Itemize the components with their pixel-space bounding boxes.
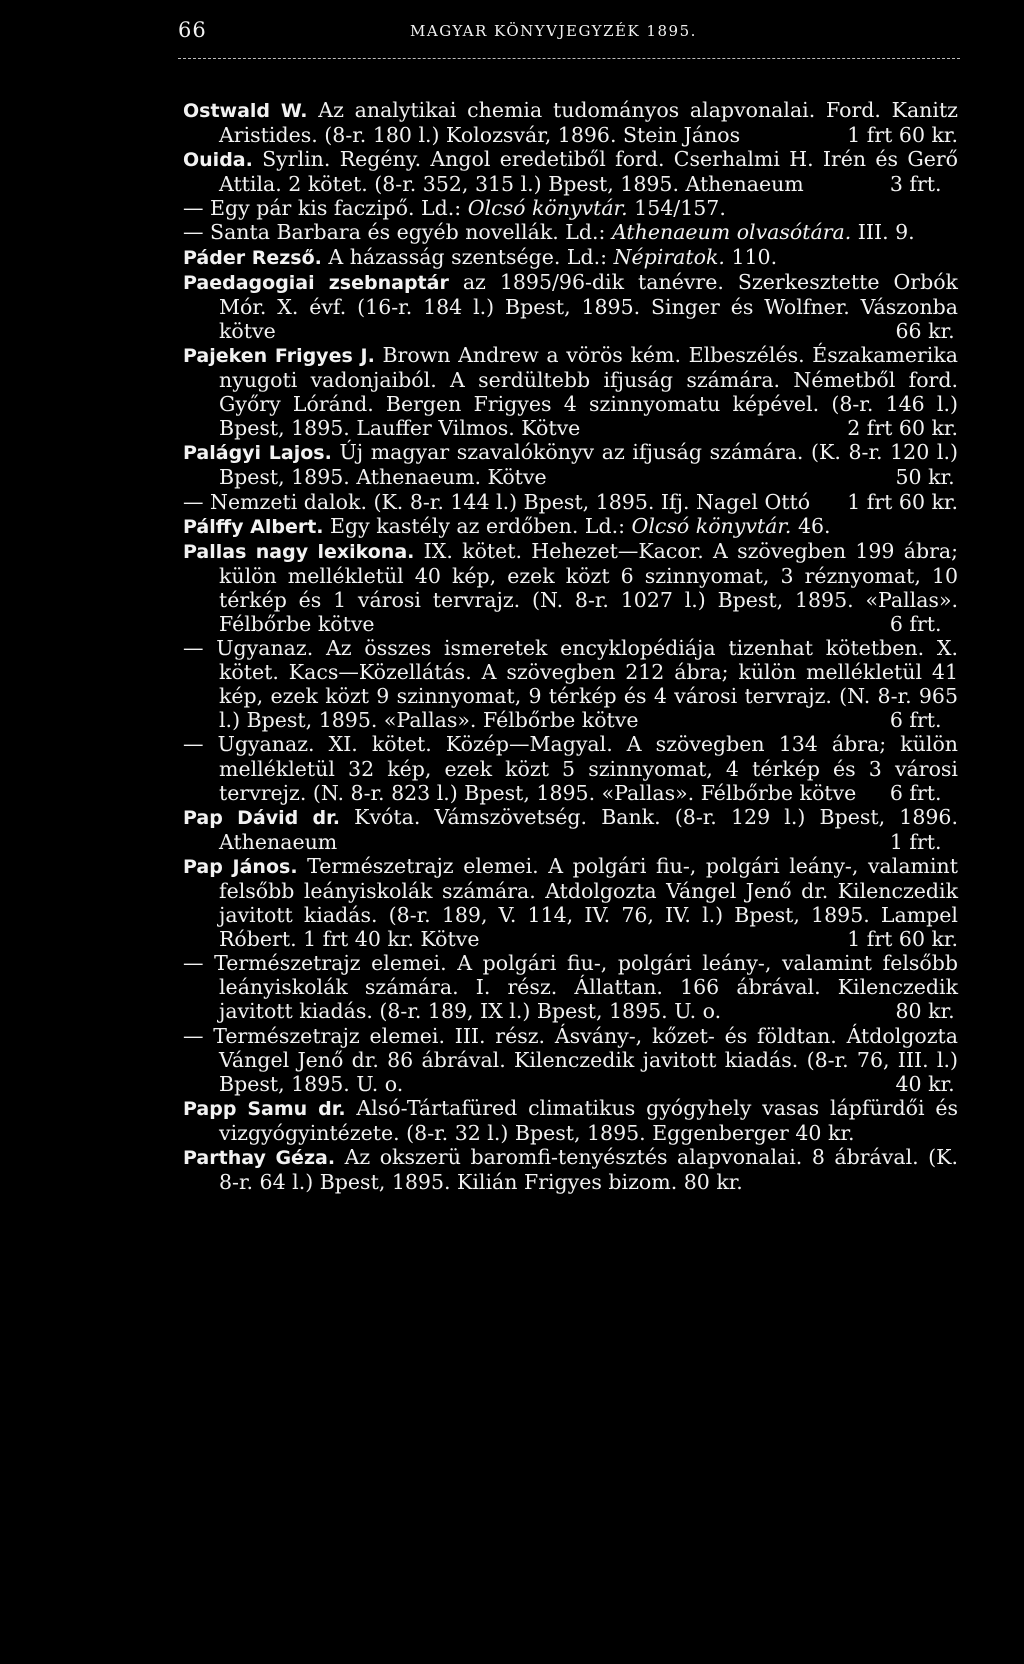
entry-text: Az okszerü baromfi-tenyésztés alapvonalai. 8 ábrával. (K. 8-r. 64 l.) Bpest, 1895. Kilián Frigyes bizom. 80 kr. [219,1145,958,1195]
entry-text: Új magyar szavalókönyv az ifjuság számára. (K. 8-r. 120 l.) Bpest, 1895. Athenaeum. Kötve [219,440,958,490]
series-title: Olcsó könyvtár. [467,196,628,221]
catalog-entry [183,514,958,539]
entry-price: 6 frt. [889,780,942,805]
entry-price: 1 frt 60 kr. [847,927,958,952]
series-title: Olcsó könyvtár. [631,513,792,538]
entry-price: 3 frt. [889,172,942,197]
entry-author: Pálffy Albert. [183,515,324,538]
series-title: Athenaeum olvasótára. [611,220,852,245]
catalog-entry [183,343,958,440]
entry-text: Természetrajz elemei. III. rész. Ásvány-, kőzet- és földtan. Átdolgozta Vángel Jenő dr. 86 ábrával. Kilenczedik javitott kiadás. (8-r. 76, III. l.) Bpest, 1895. U. o. [213,1023,958,1096]
entry-price: 2 frt 60 kr. [847,416,958,441]
entry-author: Palágyi Lajos. [183,442,332,465]
entry-text: Nemzeti dalok. (K. 8-r. 144 l.) Bpest, 1895. Ifj. Nagel Ottó [210,489,811,514]
entry-price: 50 kr. [895,465,955,490]
entry-text: Egy kastély az erdőben. Ld.: [330,513,626,538]
entry-text: A házasság szentsége. Ld.: [328,244,608,269]
catalog-entry [183,196,958,220]
entry-text: Kvóta. Vámszövetség. Bank. (8-r. 129 l.) Bpest, 1896. Athenaeum [219,804,958,854]
catalog-entry [183,805,958,854]
ditto-dash: — [183,732,204,757]
series-number: III. 9. [857,220,915,245]
entry-author: Parthay Géza. [183,1147,336,1170]
entry-price: 1 frt. [889,829,942,854]
entry-price: 1 frt 60 kr. [847,123,958,148]
ditto-dash: — [183,1023,204,1048]
catalog-entry [183,539,958,636]
ditto-dash: — [183,951,204,976]
entry-text: Ugyanaz. XI. kötet. Közép—Magyal. A szövegben 134 ábra; külön mellékletül 32 kép, ezek közt 5 szinnyomat, 4 térkép és 3 városi tervrejz. (N. 8-r. 823 l.) Bpest, 1895. «Pallas». Félbőrbe kötve [217,732,958,805]
catalog-entry [183,1145,958,1194]
page-number: 66 [178,18,207,42]
catalog-entry [183,440,958,489]
catalog-entry [183,245,958,270]
entry-text: IX. kötet. Hehezet—Kacor. A szövegben 199 ábra; külön mellékletül 40 kép, ezek közt 6 szinnyomat, 3 réznyomat, 10 térkép és 1 városi tervrajz. (N. 8-r. 1027 l.) Bpest, 1895. «Pallas». Félbőrbe kötve [219,538,958,636]
entry-author: Pap Dávid dr. [183,806,340,829]
series-title: Népiratok. [613,244,725,269]
entry-price: 1 frt 60 kr. [847,489,958,514]
entry-price: 66 kr. [895,318,955,343]
catalog-entry [183,854,958,951]
ditto-dash: — [183,220,204,245]
entry-text: Az analytikai chemia tudományos alapvonalai. Ford. Kanitz Aristides. (8-r. 180 l.) Kolozsvár, 1896. Stein János [219,98,958,148]
entry-price: 80 kr. [895,999,955,1024]
entry-text: Santa Barbara és egyéb novellák. Ld.: [210,220,606,245]
ditto-dash: — [183,196,204,221]
entry-text: Alsó-Tártafüred climatikus gyógyhely vasas lápfürdői és vizgyógyintézete. (8-r. 32 l.) Bpest, 1895. Eggenberger 40 kr. [219,1095,958,1145]
entry-text: Ugyanaz. Az összes ismeretek encyklopédiája tizenhat kötetben. X. kötet. Kacs—Közellátás. A szövegben 212 ábra; külön mellékletül 41 kép, ezek közt 9 szinnyomat, 9 térkép és 4 városi tervrajz. (N. 8-r. 965 l.) Bpest, 1895. «Pallas». Félbőrbe kötve [216,636,958,733]
entry-author: Pallas nagy lexikona. [183,540,415,563]
catalog-entry [183,270,958,343]
series-number: 154/157. [634,196,726,221]
entry-text: Syrlin. Regény. Angol eredetiből ford. Cserhalmi H. Irén és Gerő Attila. 2 kötet. (8-r. 352, 315 l.) Bpest, 1895. Athenaeum [219,147,958,197]
entry-text: Brown Andrew a vörös kém. Elbeszélés. Északamerika nyugoti vadonjaiból. A serdültebb ifjuság számára. Németből ford. Győry Lóránd. Bergen Frigyes 4 szinnyomatu képével. (8-r. 146 l.) Bpest, 1895. Lauffer Vilmos. Kötve [219,342,958,441]
catalog-entry [183,98,958,147]
entry-author: Papp Samu dr. [183,1097,346,1120]
header-rule [178,58,960,59]
catalog-entry [183,1024,958,1096]
catalog-entry [183,732,958,804]
catalog-entries [183,98,958,1194]
catalog-entry [183,220,958,244]
entry-text: az 1895/96-dik tanévre. Szerkesztette Orbók Mór. X. évf. (16-r. 184 l.) Bpest, 1895. Singer és Wolfner. Vászonba kötve [219,269,958,343]
entry-text: Egy pár kis faczipő. Ld.: [210,196,462,221]
series-number: 110. [731,244,778,269]
ditto-dash: — [183,489,204,514]
entry-author: Pajeken Frigyes J. [183,344,375,367]
series-number: 46. [797,513,831,538]
catalog-entry [183,147,958,196]
entry-text: Természetrajz elemei. A polgári fiu-, polgári leány-, valamint felsőbb leányiskolák számára. Atdolgozta Vángel Jenő dr. Kilenczedik javitott kiadás. (8-r. 189, V. 114, IV. 76, IV. l.) Bpest, 1895. Lampel Róbert. 1 frt 40 kr. Kötve [219,853,958,952]
ditto-dash: — [183,636,204,661]
entry-text: Természetrajz elemei. A polgári fiu-, polgári leány-, valamint felsőbb leányiskolák számára. I. rész. Állattan. 166 ábrával. Kilenczedik javitott kiadás. (8-r. 189, IX l.) Bpest, 1895. U. o. [214,951,958,1024]
entry-author: Ostwald W. [183,100,308,122]
running-title: MAGYAR KÖNYVJEGYZÉK 1895. [410,22,697,40]
entry-author: Páder Rezső. [183,246,322,269]
catalog-entry [183,951,958,1023]
catalog-entry [183,1096,958,1145]
entry-author: Ouida. [183,149,253,172]
catalog-entry [183,636,958,732]
page-header [0,18,1024,48]
entry-author: Pap János. [183,855,298,878]
entry-price: 6 frt. [889,611,942,636]
entry-price: 40 kr. [895,1071,955,1096]
entry-author: Paedagogiai zsebnaptár [183,271,449,294]
entry-price: 6 frt. [889,708,942,733]
catalog-entry [183,490,958,514]
